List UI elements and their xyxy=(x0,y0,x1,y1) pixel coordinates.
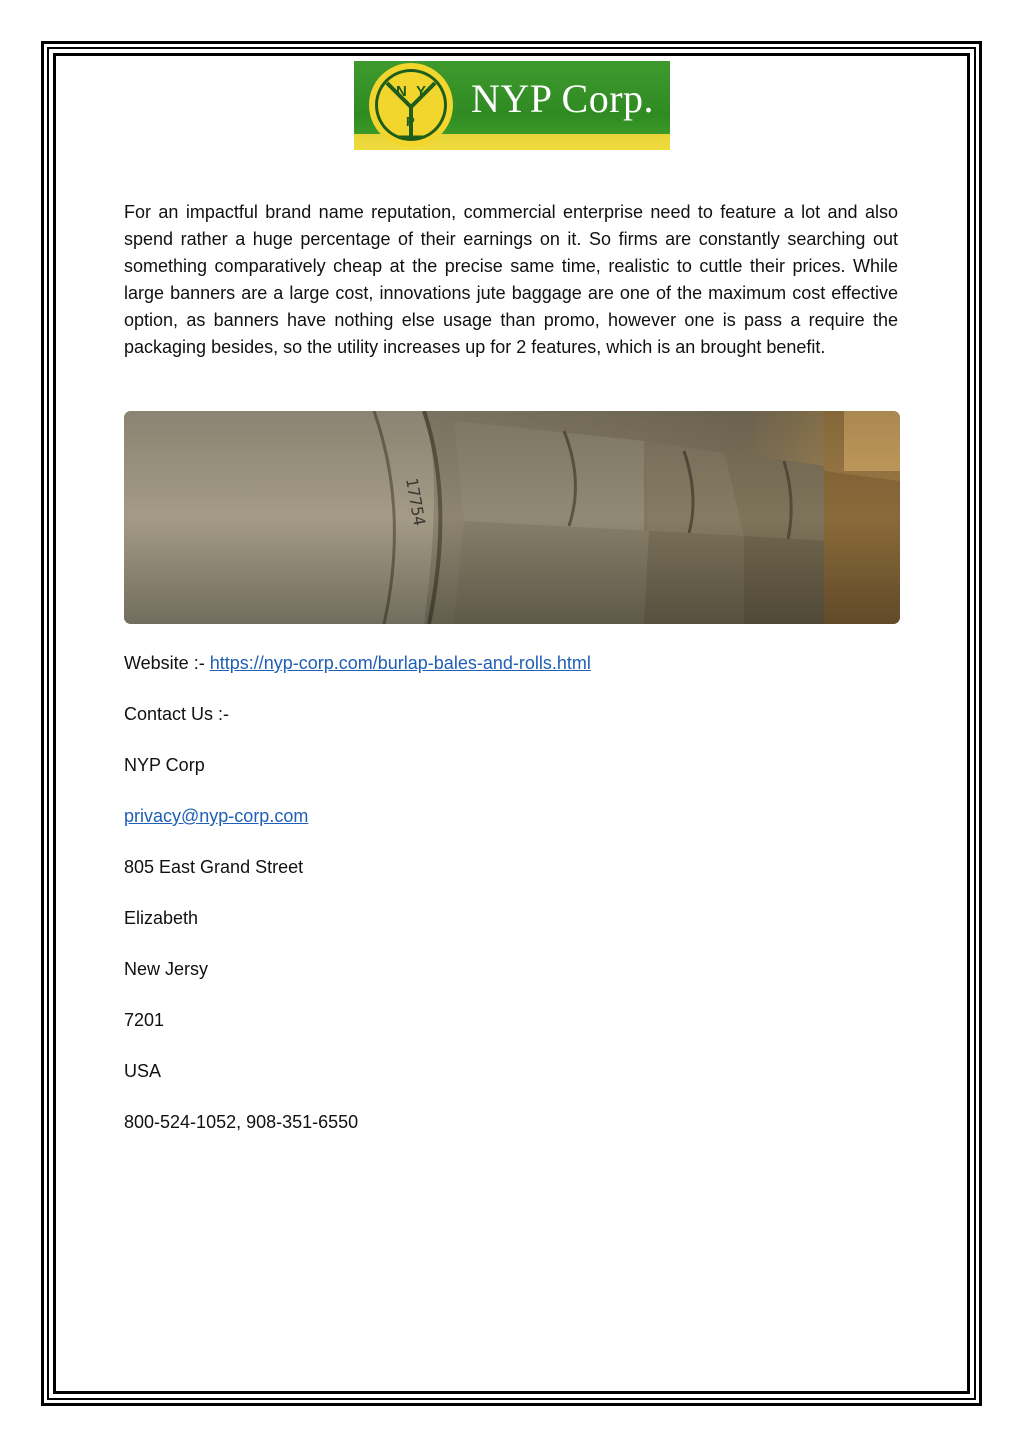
city: Elizabeth xyxy=(124,908,199,928)
intro-paragraph: For an impactful brand name reputation, commercial enterprise need to feature a lot and also spend rather a huge percentage of their earnings on it. So firms are constantly searching out something comparatively cheap at the precise same time, realistic to cuttle their prices. While large banners are a large cost, innovations jute baggage are one of the maximum cost effective option, as banners have nothing else usage than promo, however one is pass a require the packaging besides, so the utility increases up for 2 features, which is an brought benefit. xyxy=(124,202,898,357)
svg-text:P: P xyxy=(406,114,415,129)
email-link[interactable]: privacy@nyp-corp.com xyxy=(124,806,309,826)
zip-code: 7201 xyxy=(124,1010,165,1030)
state: New Jersy xyxy=(124,959,209,979)
country: USA xyxy=(124,1061,162,1081)
svg-text:N: N xyxy=(396,83,407,100)
bale-number-label: 17754 xyxy=(402,476,430,528)
phone-numbers: 800-524-1052, 908-351-6550 xyxy=(124,1112,359,1132)
contact-heading: Contact Us :- xyxy=(124,704,230,724)
website-label: Website :- xyxy=(124,653,210,673)
burlap-bales-photo xyxy=(124,411,900,624)
website-line xyxy=(124,652,591,674)
website-link[interactable]: https://nyp-corp.com/burlap-bales-and-rolls.html xyxy=(209,653,591,673)
street-address: 805 East Grand Street xyxy=(124,857,304,877)
company-name: NYP Corp xyxy=(124,755,205,775)
svg-text:Y: Y xyxy=(416,83,427,100)
email-line xyxy=(124,805,308,827)
company-logo xyxy=(354,61,670,150)
logo-brand-text: NYP Corp. xyxy=(471,76,655,121)
